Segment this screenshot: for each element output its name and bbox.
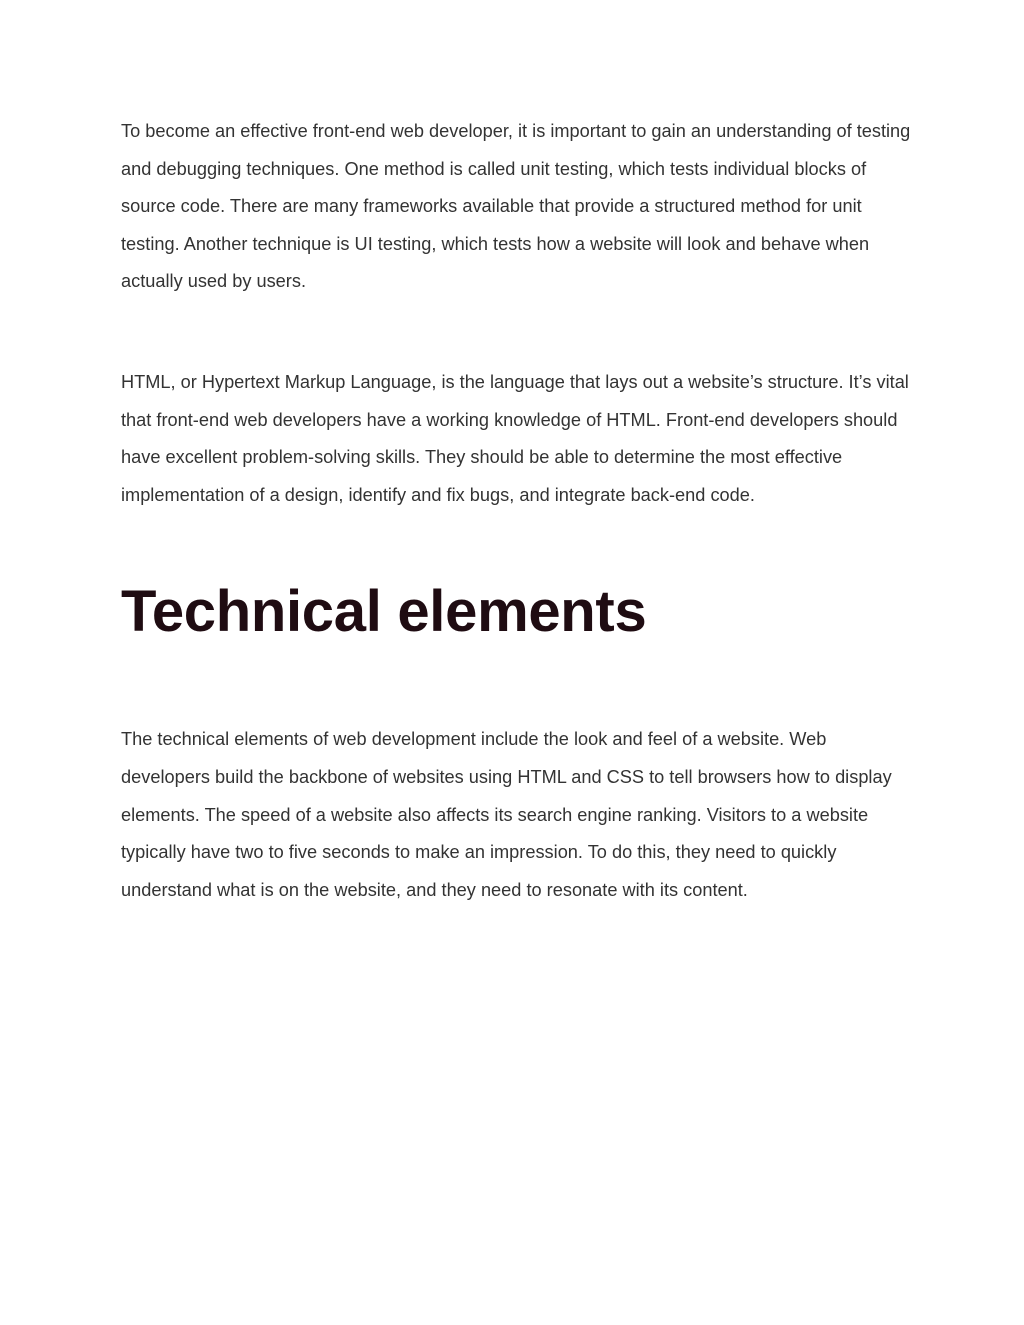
paragraph-technical-elements: The technical elements of web development include the look and feel of a website. Web developers build the backbone of websites using HTML and CSS to tell browsers how to display elements. The speed of a website also affects its search engine ranking. Visitors to a website typically have two to five seconds to make an impression. To do this, they need to quickly understand what is on the website, and they need to resonate with its content.: [121, 729, 892, 900]
paragraph-html: HTML, or Hypertext Markup Language, is the language that lays out a website’s structure. It’s vital that front-end web developers have a working knowledge of HTML. Front-end developers should have excellent problem-solving skills. They should be able to determine the most effective implementation of a design, identify and fix bugs, and integrate back-end code.: [121, 371, 909, 505]
section-heading: Technical elements: [121, 579, 647, 645]
paragraph-testing: To become an effective front-end web developer, it is important to gain an understanding of testing and debugging techniques. One method is called unit testing, which tests individual blocks of source code. There are many frameworks available that provide a structured method for unit testing. Another technique is UI testing, which tests how a website will look and behave when actually used by users.: [121, 121, 911, 292]
document-page: [121, 113, 911, 909]
